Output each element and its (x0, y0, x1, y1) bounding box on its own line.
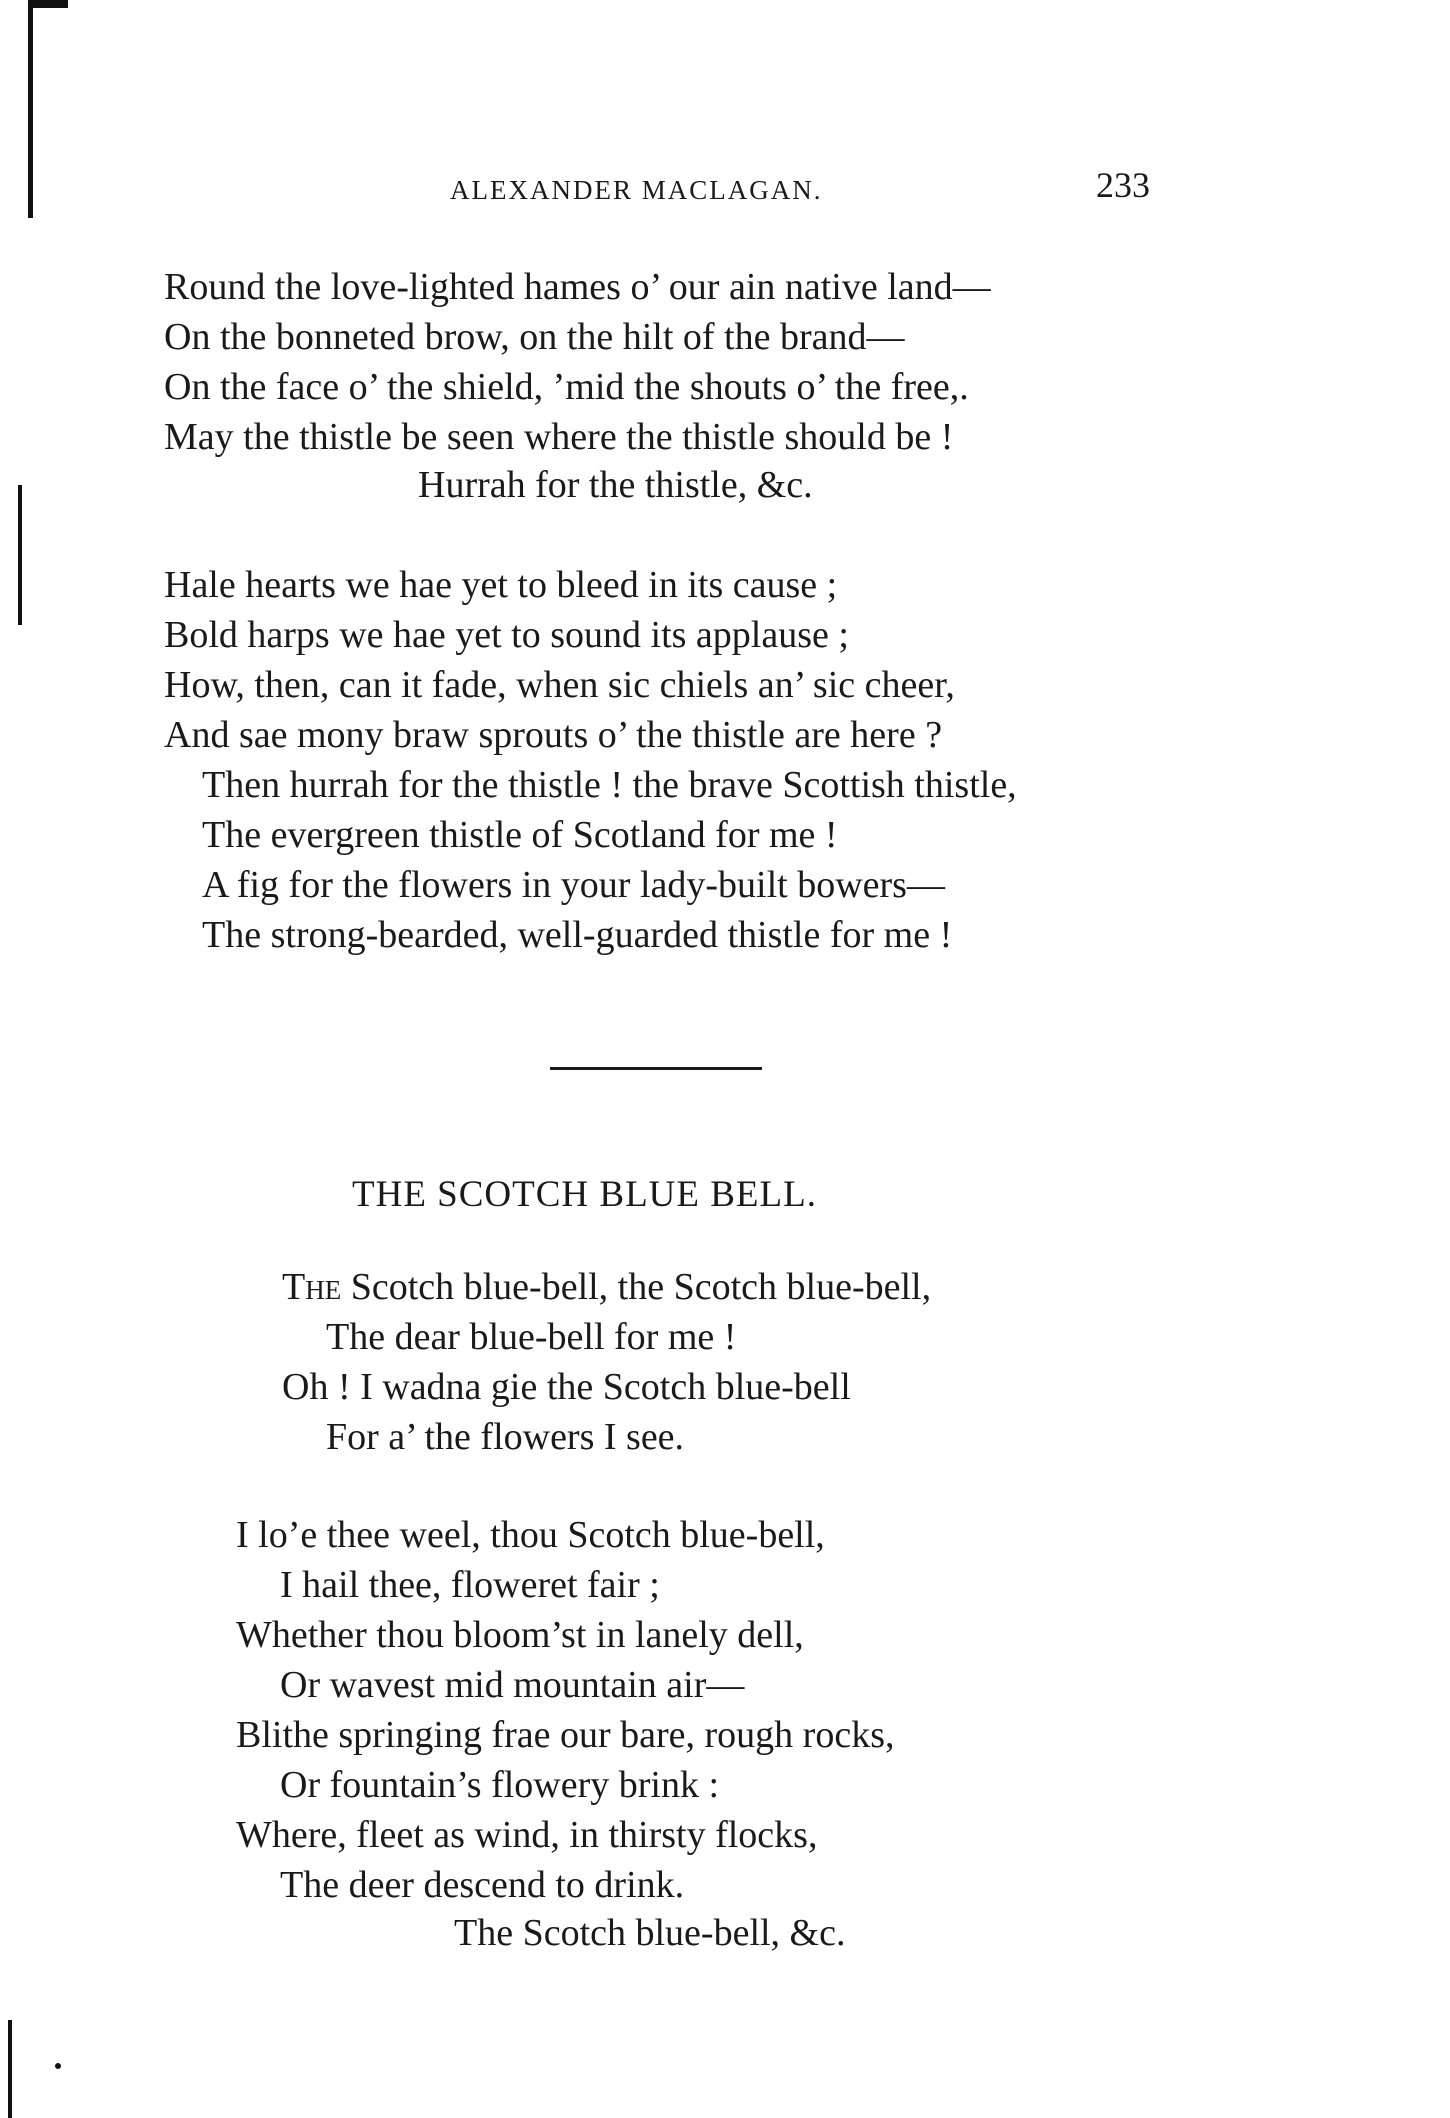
verse-line: Round the love-lighted hames o’ our ain native land— (164, 266, 991, 308)
verse-line: Or fountain’s flowery brink : (280, 1764, 720, 1806)
chorus-line: The dear blue-bell for me ! (326, 1316, 737, 1358)
chorus-line (282, 1262, 931, 1312)
chorus-line-rest: Scotch blue-bell, the Scotch blue-bell, (341, 1266, 932, 1308)
scan-dot (55, 2063, 61, 2069)
page-number: 233 (1096, 165, 1150, 205)
verse-line: Bold harps we hae yet to sound its applause ; (164, 614, 849, 656)
verse-line: Or wavest mid mountain air— (280, 1664, 745, 1706)
drop-word: The (282, 1266, 342, 1308)
verse-line: I lo’e thee weel, thou Scotch blue-bell, (236, 1514, 825, 1556)
verse-line: On the bonneted brow, on the hilt of the brand— (164, 316, 905, 358)
verse-line: How, then, can it fade, when sic chiels an’ sic cheer, (164, 664, 955, 706)
verse-line: Where, fleet as wind, in thirsty flocks, (236, 1814, 818, 1856)
refrain-line: Hurrah for the thistle, &c. (418, 464, 813, 506)
chorus-line: A fig for the flowers in your lady-built bowers— (202, 864, 945, 906)
scan-edge-mark-middle (18, 485, 22, 625)
verse-line: May the thistle be seen where the thistle should be ! (164, 416, 954, 458)
verse-line: Hale hearts we hae yet to bleed in its cause ; (164, 564, 838, 606)
scan-edge-mark-bottom (8, 2020, 12, 2118)
verse-line: And sae mony braw sprouts o’ the thistle are here ? (164, 714, 943, 756)
verse-line: On the face o’ the shield, ’mid the shouts o’ the free,. (164, 366, 969, 408)
chorus-line: For a’ the flowers I see. (326, 1416, 685, 1458)
poem-title: THE SCOTCH BLUE BELL. (352, 1174, 817, 1215)
refrain-line: The Scotch blue-bell, &c. (454, 1912, 846, 1954)
scan-edge-mark-top-hook (28, 0, 68, 8)
running-title: ALEXANDER MACLAGAN. (450, 175, 823, 205)
verse-line: I hail thee, floweret fair ; (280, 1564, 660, 1606)
scan-edge-mark-top (28, 0, 33, 218)
section-divider (550, 1067, 762, 1070)
verse-line: The deer descend to drink. (280, 1864, 685, 1906)
verse-line: Blithe springing frae our bare, rough rocks, (236, 1714, 895, 1756)
chorus-line: Oh ! I wadna gie the Scotch blue-bell (282, 1366, 851, 1408)
verse-line: Whether thou bloom’st in lanely dell, (236, 1614, 804, 1656)
chorus-line: The strong-bearded, well-guarded thistle for me ! (202, 914, 953, 956)
chorus-line: The evergreen thistle of Scotland for me ! (202, 814, 838, 856)
chorus-line: Then hurrah for the thistle ! the brave Scottish thistle, (202, 764, 1017, 806)
